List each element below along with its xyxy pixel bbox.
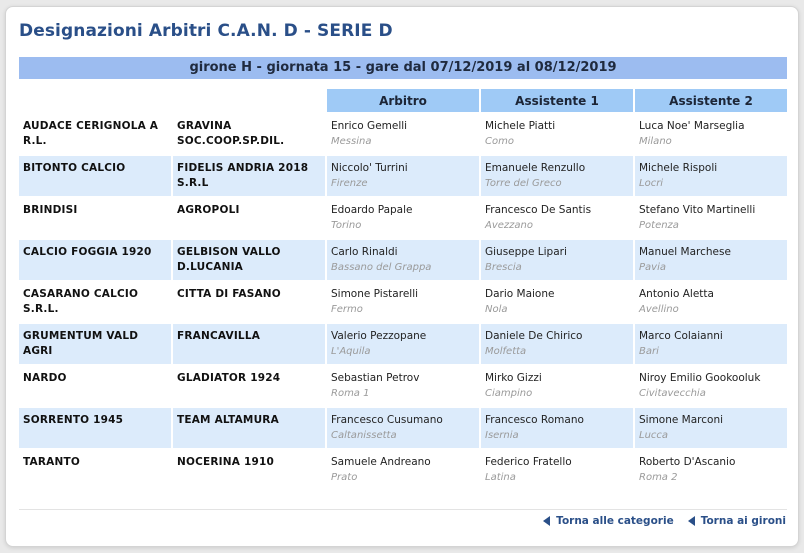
referee-cell-name: Sebastian Petrov (331, 372, 420, 384)
home-team: BRINDISI (19, 198, 171, 238)
back-to-categories-label: Torna alle categorie (556, 515, 674, 527)
footer-divider (19, 509, 787, 510)
assistant-1-cell-city: Brescia (485, 262, 522, 273)
assistant-2-cell-name: Simone Marconi (639, 414, 724, 426)
referee-cell (327, 156, 479, 196)
assistant-1-cell-name: Michele Piatti (485, 120, 556, 132)
assistant-2-cell-city: Lucca (639, 430, 669, 441)
header-referee: Arbitro (327, 89, 479, 112)
assistant-1-cell-name: Giuseppe Lipari (485, 246, 567, 258)
assistant-1-cell (481, 240, 633, 280)
assistant-1-cell-city: Como (485, 136, 514, 147)
assistant-2-cell-city: Avellino (639, 304, 679, 315)
header-assistant-1: Assistente 1 (481, 89, 633, 112)
assistant-1-cell (481, 114, 633, 154)
assistant-1-cell-name: Mirko Gizzi (485, 372, 542, 384)
assistant-2-cell-name: Michele Rispoli (639, 162, 718, 174)
assistant-1-cell-name: Dario Maione (485, 288, 555, 300)
assistant-2-cell (635, 450, 787, 490)
referee-cell-name: Simone Pistarelli (331, 288, 419, 300)
assistant-2-cell (635, 240, 787, 280)
round-info-bar: girone H - giornata 15 - gare dal 07/12/2019 al 08/12/2019 (19, 57, 787, 79)
table-header-row (19, 89, 787, 112)
home-team: TARANTO (19, 450, 171, 490)
header-assistant-2: Assistente 2 (635, 89, 787, 112)
referee-cell (327, 114, 479, 154)
assistant-2-cell (635, 408, 787, 448)
assistant-2-cell-name: Stefano Vito Martinelli (639, 204, 756, 216)
assistant-2-cell-name: Niroy Emilio Gookooluk (639, 372, 761, 384)
referee-cell-city: Bassano del Grappa (331, 262, 432, 273)
home-team: SORRENTO 1945 (19, 408, 171, 448)
table-row (19, 366, 787, 406)
assistant-2-cell-name: Roberto D'Ascanio (639, 456, 736, 468)
assistant-1-cell-city: Nola (485, 304, 508, 315)
referee-cell-city: L'Aquila (331, 346, 371, 357)
back-to-groups-link[interactable] (688, 515, 786, 527)
away-team: FIDELIS ANDRIA 2018 S.R.L (173, 156, 325, 196)
assistant-1-cell-name: Francesco Romano (485, 414, 584, 426)
assistant-1-cell (481, 198, 633, 238)
assistant-1-cell (481, 156, 633, 196)
assistant-2-cell (635, 114, 787, 154)
assistant-1-cell-city: Molfetta (485, 346, 527, 357)
table-row (19, 324, 787, 364)
assistant-1-cell-city: Isernia (485, 430, 519, 441)
header-blank-away (173, 89, 325, 112)
back-to-groups-label: Torna ai gironi (700, 515, 786, 527)
assistant-2-cell (635, 324, 787, 364)
referee-cell-city: Firenze (331, 178, 368, 189)
assistant-2-cell-name: Marco Colaianni (639, 330, 723, 342)
referee-cell-name: Niccolo' Turrini (331, 162, 408, 174)
referee-cell (327, 324, 479, 364)
referee-cell-city: Caltanissetta (331, 430, 397, 441)
home-team: BITONTO CALCIO (19, 156, 171, 196)
referee-cell-name: Samuele Andreano (331, 456, 431, 468)
assistant-1-cell (481, 282, 633, 322)
table-row (19, 450, 787, 490)
triangle-left-icon (543, 516, 550, 526)
assistant-1-cell (481, 366, 633, 406)
away-team: FRANCAVILLA (173, 324, 325, 364)
referee-cell-name: Enrico Gemelli (331, 120, 408, 132)
assistant-2-cell-city: Bari (639, 346, 659, 357)
footer-nav (543, 515, 786, 527)
referee-cell (327, 282, 479, 322)
referee-cell (327, 240, 479, 280)
assistant-2-cell-city: Roma 2 (639, 472, 678, 483)
page-title: Designazioni Arbitri C.A.N. D - SERIE D (19, 21, 393, 41)
assistant-1-cell (481, 408, 633, 448)
table-row (19, 198, 787, 238)
away-team: AGROPOLI (173, 198, 325, 238)
assistant-2-cell (635, 198, 787, 238)
referee-cell (327, 450, 479, 490)
referee-cell-name: Edoardo Papale (331, 204, 413, 216)
assistant-1-cell (481, 450, 633, 490)
assistant-2-cell-city: Civitavecchia (639, 388, 706, 399)
back-to-categories-link[interactable] (543, 515, 674, 527)
referee-cell-city: Prato (331, 472, 358, 483)
referee-cell-city: Messina (331, 136, 372, 147)
home-team: AUDACE CERIGNOLA A R.L. (19, 114, 171, 154)
referee-cell (327, 198, 479, 238)
assistant-1-cell-name: Federico Fratello (485, 456, 572, 468)
referee-cell-name: Valerio Pezzopane (331, 330, 427, 342)
assistant-1-cell-name: Emanuele Renzullo (485, 162, 586, 174)
referee-cell-city: Roma 1 (331, 388, 370, 399)
table-row (19, 240, 787, 280)
table-row (19, 156, 787, 196)
assistant-2-cell (635, 282, 787, 322)
away-team: GELBISON VALLO D.LUCANIA (173, 240, 325, 280)
assistant-1-cell-name: Daniele De Chirico (485, 330, 583, 342)
assistant-2-cell-name: Manuel Marchese (639, 246, 731, 258)
home-team: CASARANO CALCIO S.R.L. (19, 282, 171, 322)
assistant-2-cell-city: Locri (639, 178, 664, 189)
referee-cell-name: Francesco Cusumano (331, 414, 443, 426)
referee-cell-name: Carlo Rinaldi (331, 246, 398, 258)
assistant-2-cell-city: Potenza (639, 220, 679, 231)
away-team: TEAM ALTAMURA (173, 408, 325, 448)
assistant-2-cell-name: Antonio Aletta (639, 288, 714, 300)
assistant-1-cell-name: Francesco De Santis (485, 204, 592, 216)
assistant-2-cell-city: Milano (639, 136, 672, 147)
assistant-1-cell-city: Avezzano (485, 220, 533, 231)
assistant-1-cell (481, 324, 633, 364)
referee-cell-city: Fermo (331, 304, 363, 315)
table-row (19, 282, 787, 322)
away-team: CITTA DI FASANO (173, 282, 325, 322)
assistant-2-cell (635, 156, 787, 196)
table-row (19, 408, 787, 448)
referee-cell (327, 408, 479, 448)
away-team: GRAVINA SOC.COOP.SP.DIL. (173, 114, 325, 154)
designations-panel (5, 6, 799, 547)
away-team: NOCERINA 1910 (173, 450, 325, 490)
assistant-2-cell-name: Luca Noe' Marseglia (639, 120, 745, 132)
assistant-2-cell-city: Pavia (639, 262, 666, 273)
designations-table (17, 87, 789, 492)
assistant-1-cell-city: Torre del Greco (485, 178, 562, 189)
assistant-2-cell (635, 366, 787, 406)
referee-cell-city: Torino (331, 220, 362, 231)
away-team: GLADIATOR 1924 (173, 366, 325, 406)
assistant-1-cell-city: Ciampino (485, 388, 533, 399)
assistant-1-cell-city: Latina (485, 472, 516, 483)
home-team: NARDO (19, 366, 171, 406)
header-blank-home (19, 89, 171, 112)
referee-cell (327, 366, 479, 406)
triangle-left-icon (688, 516, 695, 526)
home-team: CALCIO FOGGIA 1920 (19, 240, 171, 280)
home-team: GRUMENTUM VALD AGRI (19, 324, 171, 364)
table-row (19, 114, 787, 154)
